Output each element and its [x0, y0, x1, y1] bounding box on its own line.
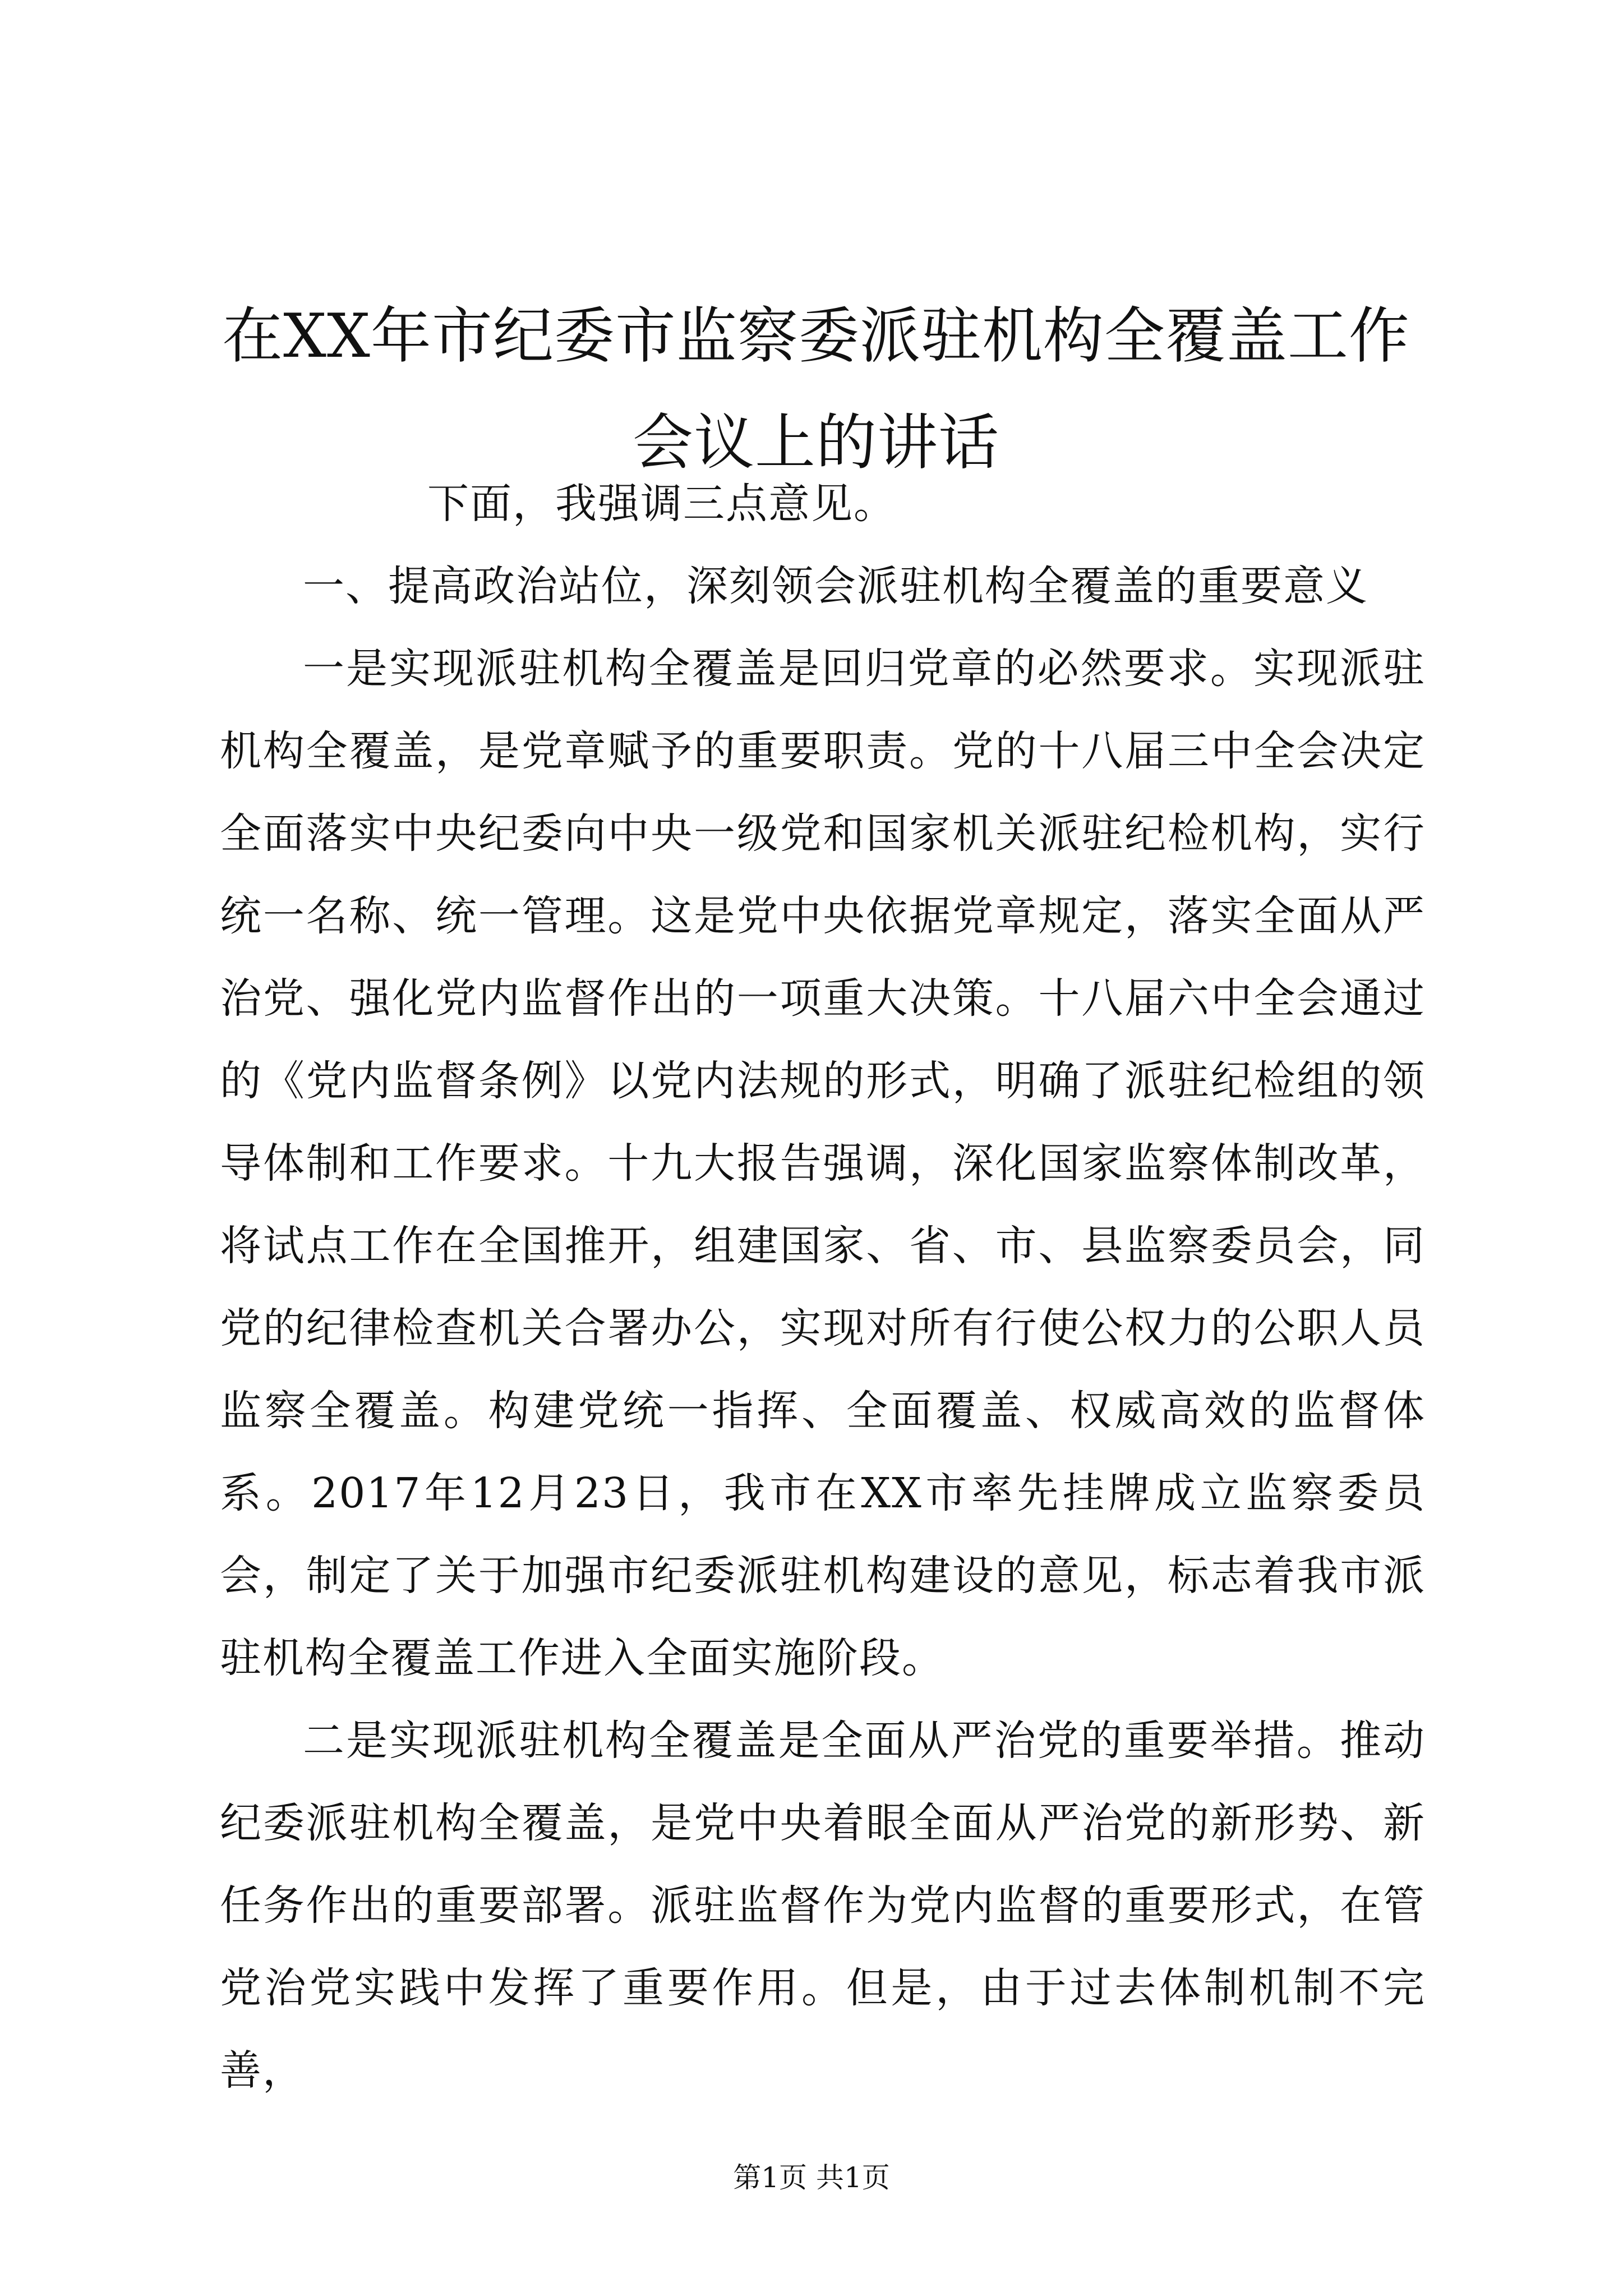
- page-footer: 第1页 共1页: [733, 2161, 890, 2194]
- title-line-1: 在XX年市纪委市监察委派驻机构全覆盖工作: [222, 301, 1410, 371]
- title-line-2: 会议上的讲话: [632, 408, 999, 478]
- document-body: [220, 463, 1426, 2112]
- body-paragraph: 一是实现派驻机构全覆盖是回归党章的必然要求。实现派驻机构全覆盖，是党章赋予的重要职责。党的十八届三中全会决定全面落实中央纪委向中央一级党和国家机关派驻纪检机构，实行统一名称、统一管理。这是党中央依据党章规定，落实全面从严治党、强化党内监督作出的一项重大决策。十八届六中全会通过的《党内监督条例》以党内法规的形式，明确了派驻纪检组的领导体制和工作要求。十九大报告强调，深化国家监察体制改革，将试点工作在全国推开，组建国家、省、市、县监察委员会，同党的纪律检查机关合署办公，实现对所有行使公权力的公职人员监察全覆盖。构建党统一指挥、全面覆盖、权威高效的监督体系。2017年12月23日，我市在XX市率先挂牌成立监察委员会，制定了关于加强市纪委派驻机构建设的意见，标志着我市派驻机构全覆盖工作进入全面实施阶段。: [220, 645, 1426, 1682]
- intro-paragraph: 下面，我强调三点意见。: [427, 480, 896, 528]
- section-heading: 一、提高政治站位，深刻领会派驻机构全覆盖的重要意义: [303, 562, 1368, 610]
- body-paragraph: 二是实现派驻机构全覆盖是全面从严治党的重要举措。推动纪委派驻机构全覆盖，是党中央着眼全面从严治党的新形势、新任务作出的重要部署。派驻监督作为党内监督的重要形式，在管党治党实践中发挥了重要作用。但是，由于过去体制机制不完善，: [220, 1717, 1426, 2095]
